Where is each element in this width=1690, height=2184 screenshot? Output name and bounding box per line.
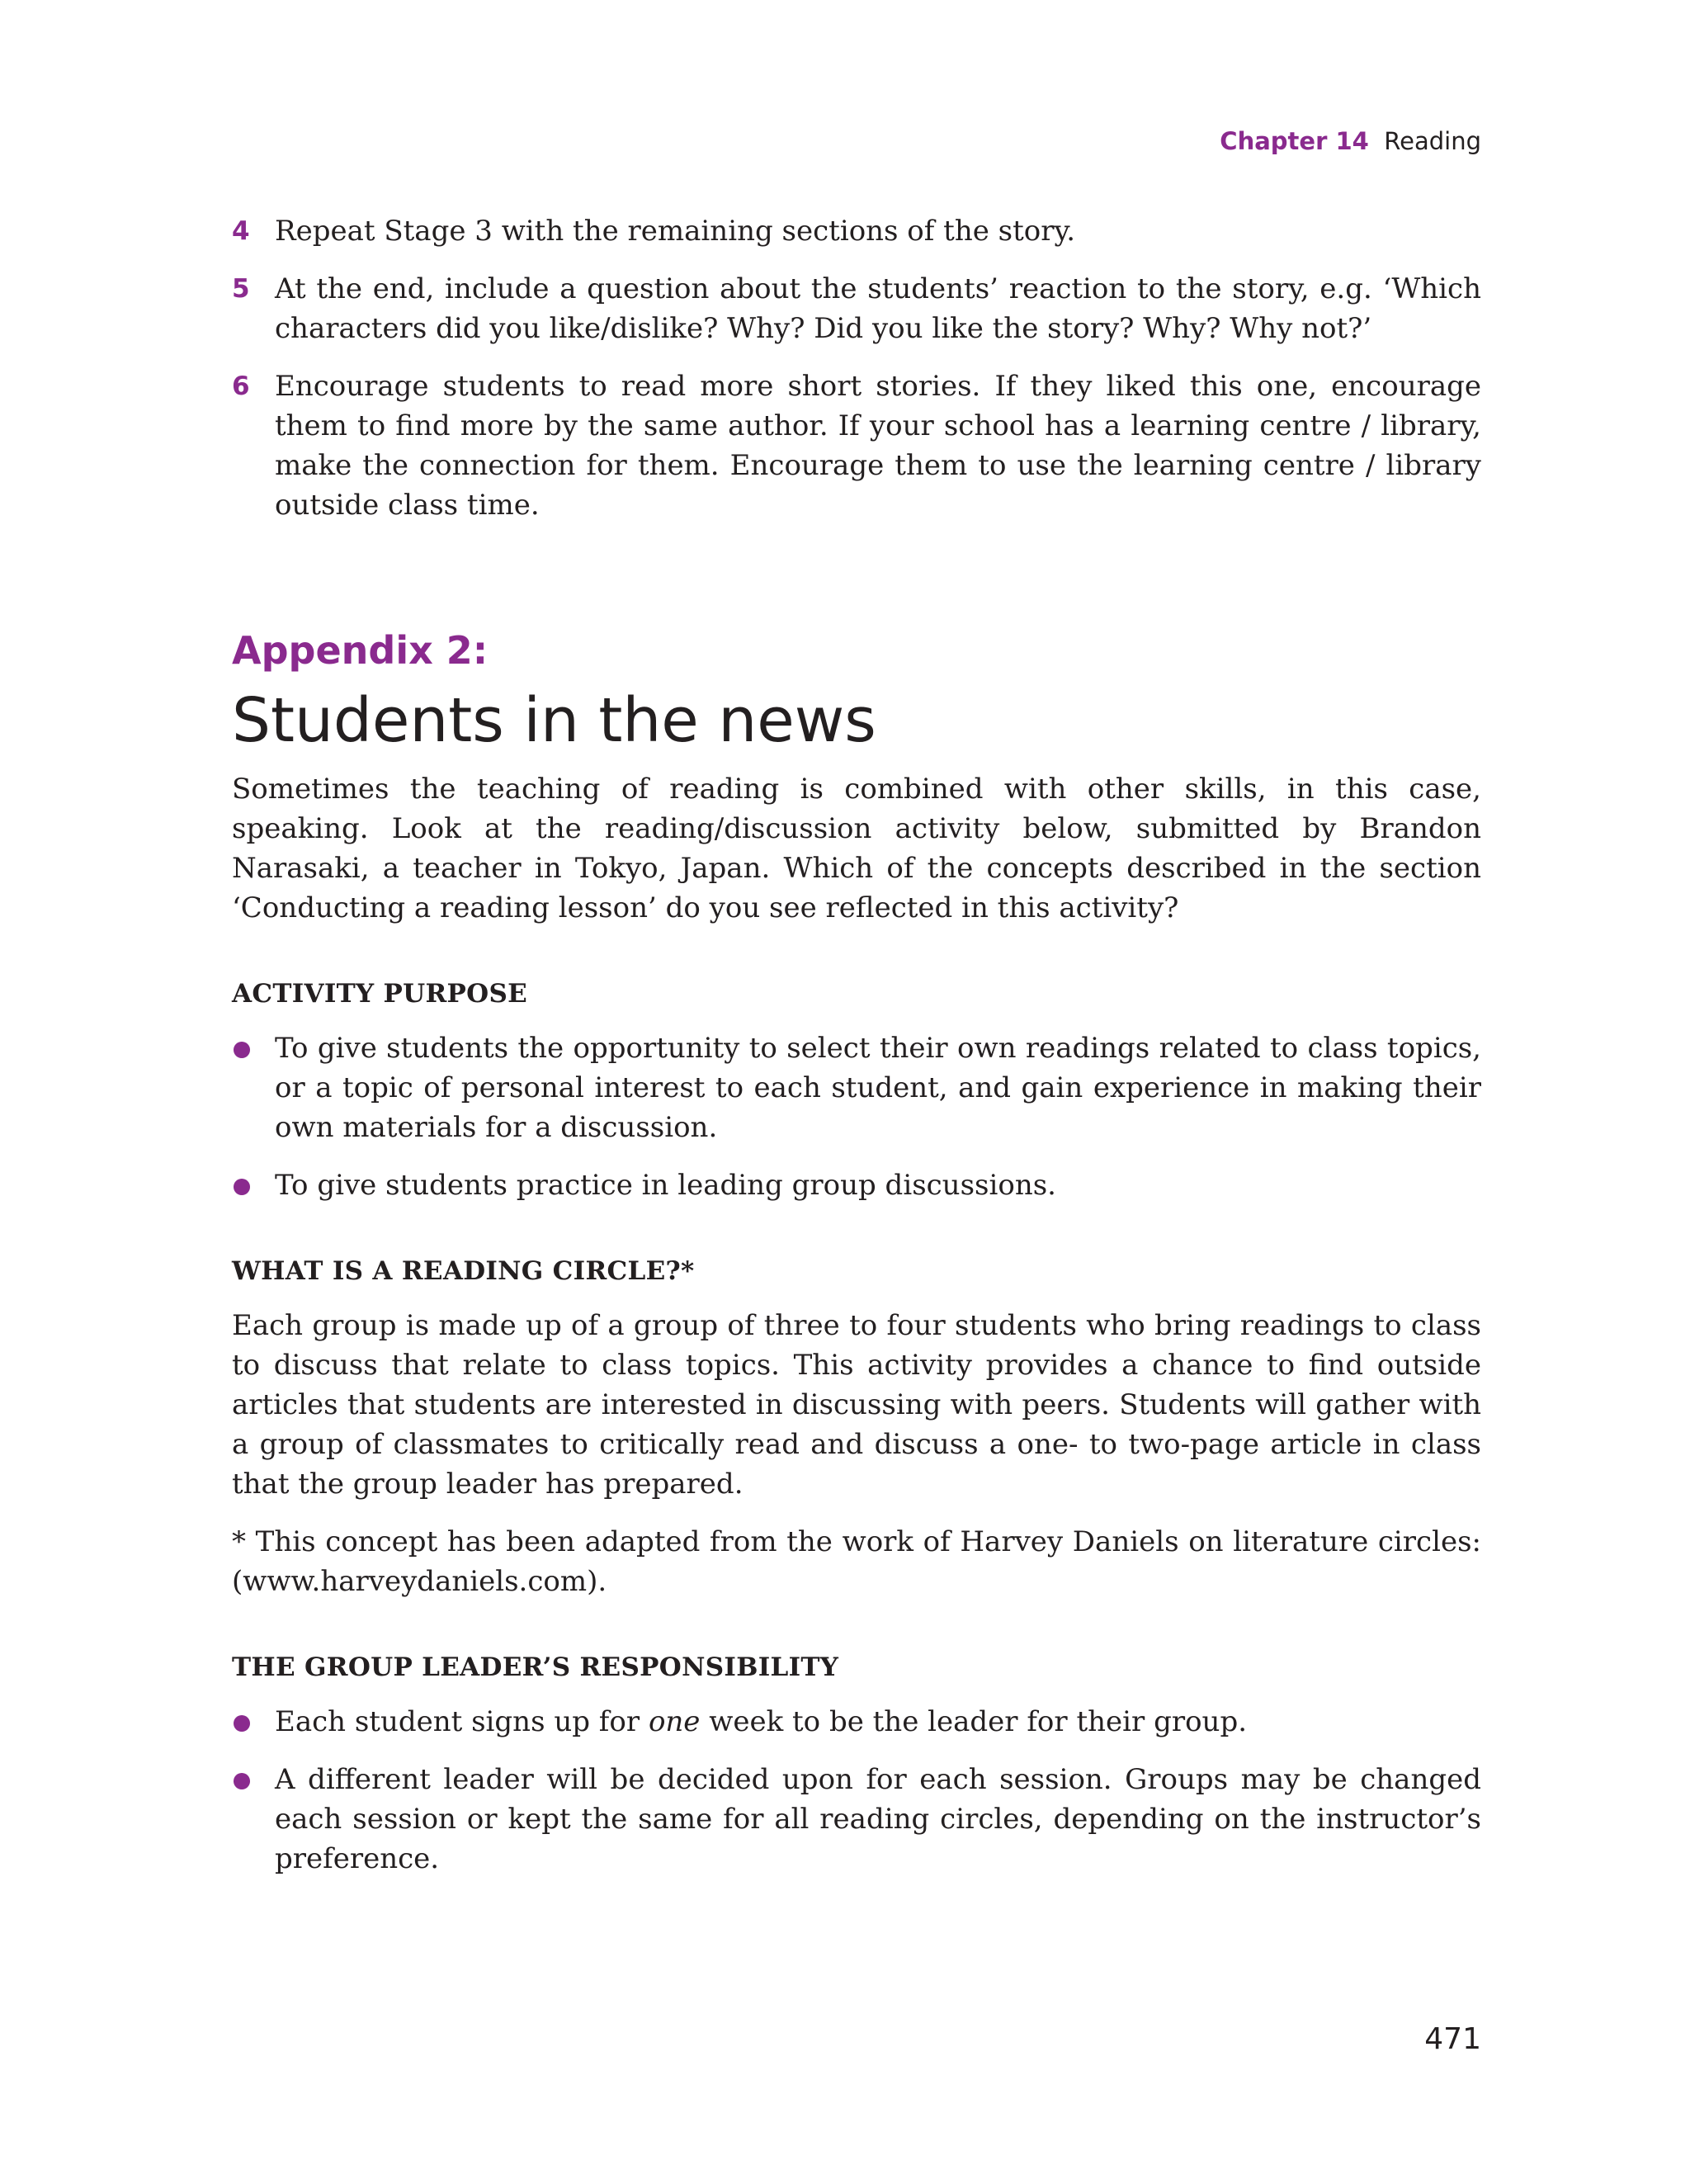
bullet-text: To give students practice in leading group discussions. [275, 1169, 1056, 1202]
page-content [232, 211, 1481, 1897]
chapter-title: Reading [1384, 127, 1481, 155]
reading-circle-heading: WHAT IS A READING CIRCLE?* [232, 1256, 695, 1286]
bullet-icon [234, 1715, 250, 1732]
appendix-intro: Sometimes the teaching of reading is combined with other skills, in this case, speaking. Look at the reading/discussion activity below, submitted by Brandon Narasaki, a teacher in Tokyo, Japan. Which of the concepts described in the section ‘Conducting a reading lesson’ do you see reflected in this activity? [232, 773, 1481, 924]
bullet-text-end: week to be the leader for their group. [700, 1705, 1248, 1738]
bullet-text: A different leader will be decided upon for each session. Groups may be changed each session or kept the same for all reading circles, depending on the instructor’s preference. [275, 1763, 1481, 1875]
bullet-text: To give students the opportunity to select their own readings related to class topics, or a topic of personal interest to each student, and gain experience in making their own materials for a discussion. [275, 1032, 1481, 1144]
bullet-text-start: Each student signs up for [275, 1705, 649, 1738]
page-number: 471 [1424, 2022, 1481, 2056]
bullet-icon [234, 1179, 250, 1195]
step-number: 6 [232, 371, 250, 401]
reading-circle-paragraph: Each group is made up of a group of three to four students who bring readings to class to discuss that relate to class topics. This activity provides a chance to find outside articles that students are interested in discussing with peers. Students will gather with a group of classmates to critically read and discuss a one- to two-page article in class that the group leader has prepared. [232, 1309, 1481, 1501]
step-text: At the end, include a question about the students’ reaction to the story, e.g. ‘Which characters did you like/dislike? Why? Did you like the story? Why? Why not?’ [275, 272, 1481, 345]
bullet-icon [234, 1773, 250, 1789]
list-item [232, 1165, 1481, 1205]
running-header [1220, 127, 1481, 155]
bullet-icon [234, 1042, 250, 1058]
step-text: Repeat Stage 3 with the remaining sections of the story. [275, 215, 1075, 248]
emphasis: one [648, 1705, 701, 1738]
appendix-label: Appendix 2: [232, 628, 489, 673]
numbered-step [232, 211, 1481, 251]
reading-circle-footnote: * This concept has been adapted from the work of Harvey Daniels on literature circles: (www.harveydaniels.com). [232, 1525, 1481, 1598]
step-number: 4 [232, 216, 250, 246]
numbered-step [232, 366, 1481, 525]
group-leader-heading: THE GROUP LEADER’S RESPONSIBILITY [232, 1652, 839, 1682]
step-text: Encourage students to read more short stories. If they liked this one, encourage them to find more by the same author. If your school has a learning centre / library, make the connection for them. Encourage them to use the learning centre / library outside class time. [275, 370, 1481, 522]
group-leader-list [232, 1702, 1481, 1879]
activity-purpose-heading: ACTIVITY PURPOSE [232, 979, 528, 1009]
numbered-steps [232, 211, 1481, 525]
appendix-title: Students in the news [232, 685, 876, 756]
list-item [232, 1028, 1481, 1147]
chapter-label: Chapter 14 [1220, 127, 1369, 155]
step-number: 5 [232, 274, 250, 304]
numbered-step [232, 269, 1481, 348]
list-item [232, 1760, 1481, 1879]
activity-purpose-list [232, 1028, 1481, 1205]
bullet-text [275, 1705, 1247, 1738]
list-item [232, 1702, 1481, 1742]
